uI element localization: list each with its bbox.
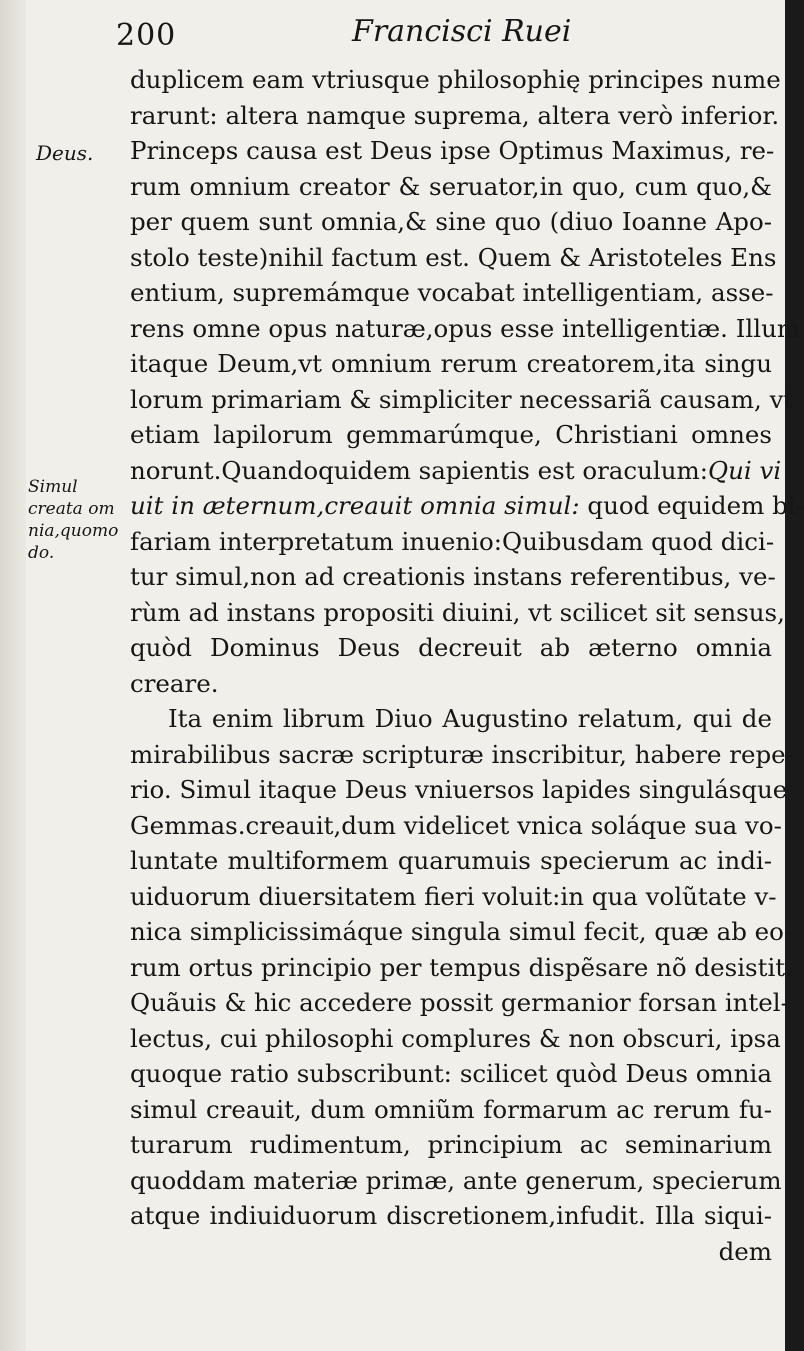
text-line: quoque ratio subscribunt: scilicet quòd Deus omnia [130, 1059, 772, 1088]
margin-note-line: do. [28, 543, 55, 563]
text-line: duplicem eam vtriusque philosophię principes nume [130, 65, 781, 94]
italic-run: uit in æternum,creauit omnia simul: [130, 491, 580, 520]
text-line-with-italic [130, 488, 804, 524]
text-line: tur simul,non ad creationis instans referentibus, ve- [130, 562, 776, 591]
text-line: etiam lapilorum gemmarúmque, Christiani omnes [130, 420, 772, 449]
text-line: luntate multiformem quarumuis specierum ac indi- [130, 846, 772, 875]
text-line: fariam interpretatum inuenio:Quibusdam quod dici- [130, 526, 775, 556]
text-line: simul creauit, dum omniũm formarum ac rerum fu- [130, 1094, 772, 1124]
text-line: Gemmas.creauit,dum videlicet vnica soláque sua vo- [130, 810, 782, 840]
text-line: lectus, cui philosophi complures & non obscuri, ipsa [130, 1023, 781, 1053]
text-line: Princeps causa est Deus ipse Optimus Maximus, re- [130, 136, 775, 165]
text-line: quòd Dominus Deus decreuit ab æterno omnia [130, 633, 772, 662]
text-line: quoddam materiæ primæ, ante generum, specierum [130, 1165, 782, 1195]
page-header [0, 14, 785, 54]
text-line: stolo teste)nihil factum est. Quem & Aristoteles Ens [130, 242, 777, 272]
body-text [130, 62, 804, 1269]
text-line: lorum primariam & simpliciter necessariã causam, vt [130, 384, 794, 414]
text-line: rio. Simul itaque Deus vniuersos lapides singulásque [130, 775, 788, 804]
text-line: atque indiuiduorum discretionem,infudit. Illa siqui- [130, 1201, 772, 1230]
text-line: Quãuis & hic accedere possit germanior forsan intel- [130, 988, 789, 1017]
text-line: creare. [130, 668, 219, 698]
margin-note-line: Simul [28, 477, 78, 497]
text-line: rùm ad instans propositi diuini, vt scilicet sit sensus, [130, 597, 785, 627]
margin-note-line: creata om [28, 499, 115, 519]
running-head: Francisci Ruei [352, 14, 572, 49]
text-line: Ita enim librum Diuo Augustino relatum, qui de [168, 704, 772, 733]
margin-note-simul [28, 476, 128, 564]
text-line: itaque Deum,vt omnium rerum creatorem,ita singu [130, 349, 772, 378]
margin-note-deus: Deus. [36, 141, 94, 165]
catchword: dem [718, 1236, 772, 1266]
page-number: 200 [116, 18, 177, 53]
text-line: rum ortus principio per tempus dispẽsare nõ desistit. [130, 952, 793, 982]
text-line: rum omnium creator & seruator,in quo, cum quo,& [130, 171, 772, 201]
text-line: entium, supremámque vocabat intelligentiam, asse- [130, 278, 774, 307]
text-line: turarum rudimentum, principium ac seminarium [130, 1130, 772, 1159]
text-line: mirabilibus sacræ scripturæ inscribitur, habere repe- [130, 739, 794, 769]
margin-note-line: nia,quomo [28, 521, 119, 541]
text-line: uiduorum diuersitatem fieri voluit:in qua volũtate v- [130, 881, 777, 911]
text-run: norunt.Quandoquidem sapientis est oraculum: [130, 455, 709, 485]
italic-run: Qui vi [708, 455, 782, 485]
text-line-with-italic [130, 453, 782, 489]
text-run: quod equidem bi- [587, 491, 804, 520]
text-line: nica simplicissimáque singula simul fecit, quæ ab eo- [130, 917, 793, 946]
text-line: rens omne opus naturæ,opus esse intelligentiæ. Illum [130, 313, 801, 343]
text-line: rarunt: altera namque suprema, altera verò inferior. [130, 100, 780, 130]
text-line: per quem sunt omnia,& sine quo (diuo Ioanne Apo- [130, 207, 772, 236]
page-gutter [0, 0, 26, 1351]
